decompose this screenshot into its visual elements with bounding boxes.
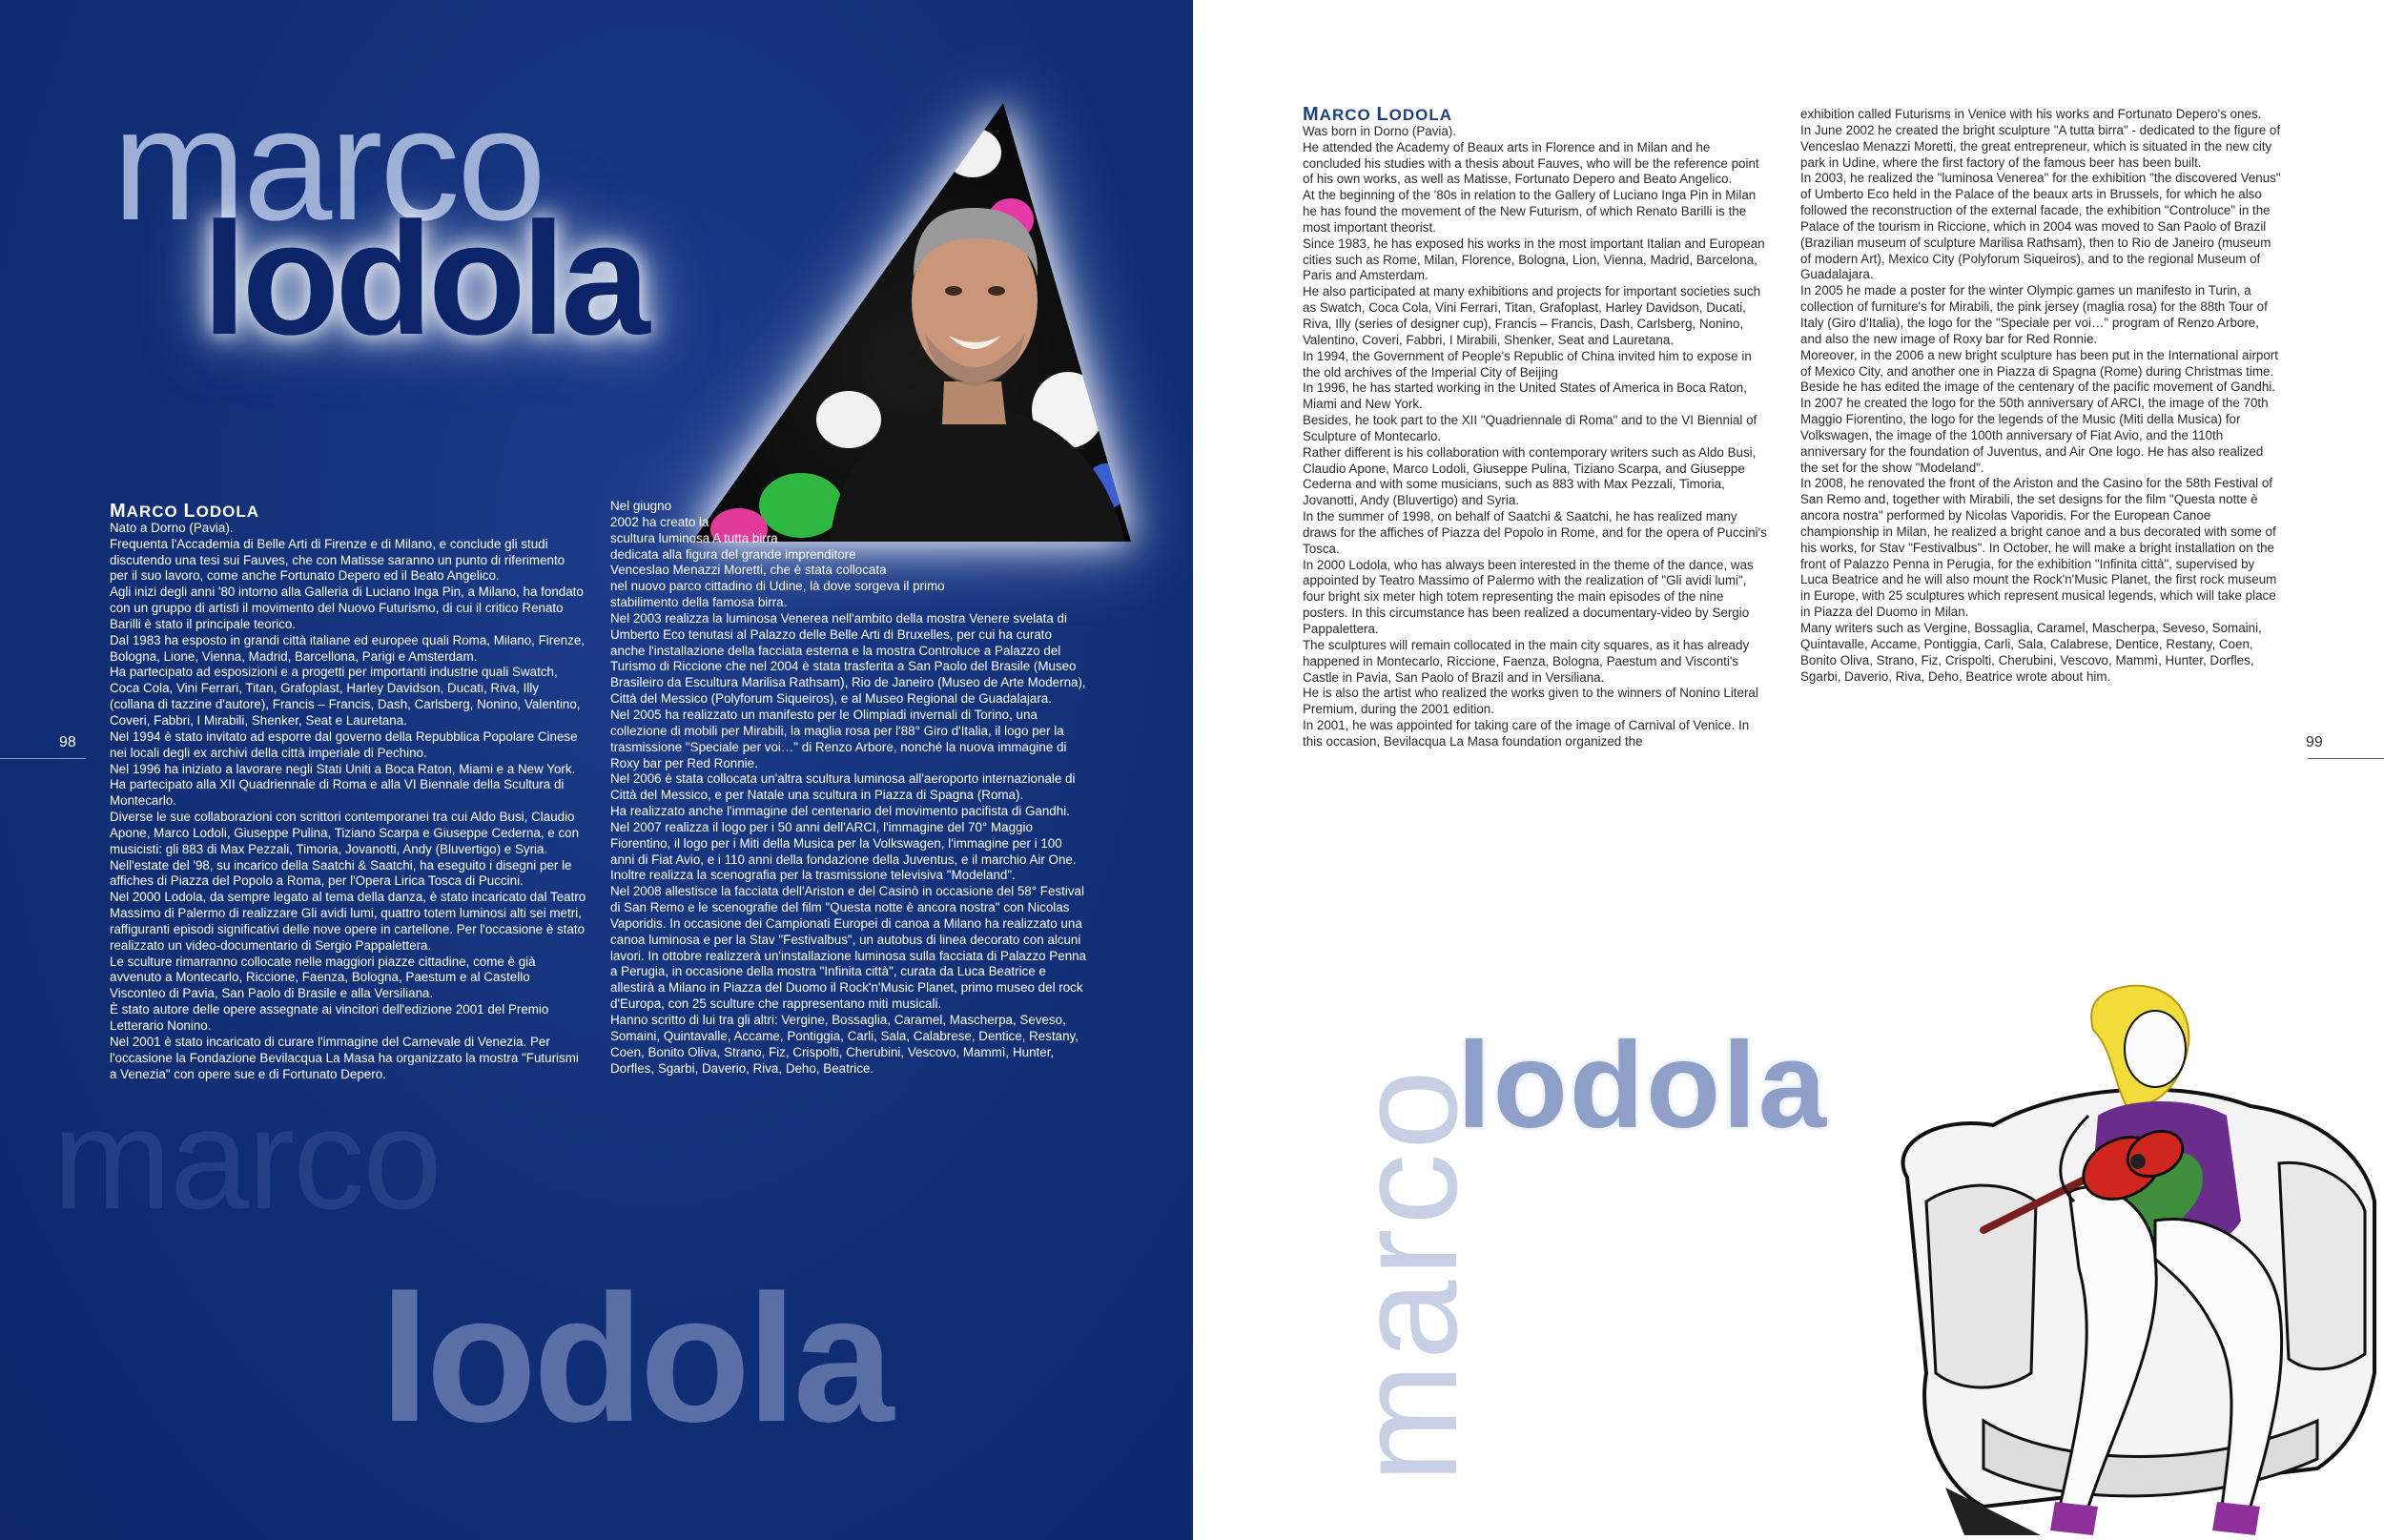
en-paragraph: In the summer of 1998, on behalf of Saatchi & Saatchi, he has realized many draws for the affiches of Piazza del Popolo in Rome, and for the opera of Puccini's Tosca.	[1303, 509, 1767, 556]
it-paragraph: Nel 2007 realizza il logo per i 50 anni dell'ARCI, l'immagine del 70° Maggio Fiorentino, il logo per i Miti della Musica per la Volkswagen, l'immagine per i 100 anni di Fiat Avio, e i 110 anni della fondazione della Juventus, e il marchio Air One. Inoltre realizza la scenografia per la trasmissione televisiva "Modeland".	[610, 819, 1077, 883]
title-lodola: lodola	[202, 189, 646, 368]
en-paragraph: exhibition called Futurisms in Venice with his works and Fortunato Depero's ones.	[1800, 107, 2262, 121]
it-line: nel nuovo parco cittadino di Udine, là dove sorgeva il primo	[610, 579, 945, 594]
en-paragraph: In 2003, he realized the "luminosa Venerea" for the exhibition "the discovered Venus" of Umberto Eco held in the Palace of the beaux arts in Brussels, for which he also followed the reconstruction of the external facade, the exhibition "Controluce" in the Palace of the tourism in Riccione, which in 2004 was moved to San Paolo of Brazil (Brazilian museum of sculpture Marilisa Rathsam), then to Rio de Janeiro (museum of modern Art), Mexico City (Polyforum Siqueiros), and to the regional Museum of Guadalajara.	[1800, 171, 2281, 282]
heading-rest-odola: ODOLA	[1388, 106, 1453, 124]
heading-cap-m: M	[110, 501, 127, 522]
it-paragraph: Nel 2003 realizza la luminosa Venerea nell'ambito della mostra Venere svelata di Umberto Eco tenutasi al Palazzo delle Belle Arti di Bruxelles, per cui ha curato anche l'installazione della facciata esterna e la mostra Controluce a Palazzo del Turismo di Riccione che nel 2004 è stata trasferita a San Paolo del Brasile (Museo Brasileiro da Escultura Marilisa Rathsam), Rio de Janeiro (Museo de Arte Moderna), Città del Messico (Polyforum Siqueiros), e al Museo Regional de Guadalajara.	[610, 610, 1086, 707]
illustration-svg	[1869, 973, 2384, 1540]
it-paragraph: Nel 1996 ha iniziato a lavorare negli Stati Uniti a Boca Raton, Miami e a New York.	[110, 761, 576, 776]
portrait-triangle	[687, 95, 1135, 544]
bio-heading-it	[110, 503, 586, 521]
it-paragraph: Nell'estate del '98, su incarico della Saatchi & Saatchi, ha eseguito i disegni per le affiches di Piazza del Popolo a Roma, per l'Opera Lirica Tosca di Puccini.	[110, 857, 572, 889]
it-paragraph: Nel 2005 ha realizzato un manifesto per le Olimpiadi invernali di Torino, una collezione di mobili per Mirabili, la maglia rosa per l'88° Giro d'Italia, il logo per la trasmissione "Speciale per voi…" di Renzo Arbore, nonché la nuova immagine di Roxy bar per Red Ronnie.	[610, 707, 1067, 770]
it-paragraph: Ha partecipato ad esposizioni e a progetti per importanti industrie quali Swatch, Coca Cola, Vini Ferrari, Titan, Grafoplast, Harley Davidson, Ducati, Riva, Illy (collana di tazzine d'autore), Francis – Francis, Dash, Carlsberg, Nonino, Valentino, Coveri, Fabbri, I Mirabili, Shenker, Seat e Lauretana.	[110, 665, 581, 728]
en-paragraph: In 2001, he was appointed for taking care of the image of Carnival of Venice. In this occasion, Bevilacqua La Masa foundation organized the	[1303, 718, 1750, 749]
it-paragraph: Nel 2008 allestisce la facciata dell'Ariston e del Casinò in occasione del 58° Festival di San Remo e le scenografie del film "Questa notte è ancora nostra" con Nicolas Vaporidis. In occasione dei Campionati Europei di canoa a Milano ha realizzato una canoa luminosa e per la Stav "Festivalbus", un autobus di linea decorato con alcuni lavori. In ottobre realizzerà un'installazione luminosa sulla facciata di Palazzo Penna a Perugia, in occasione della mostra "Infinita città", curata da Luca Beatrice e allestirà a Milano in Piazza del Duomo il Rock'n'Music Planet, primo museo del rock d'Europa, con 25 sculture che rappresentano miti musicali.	[610, 884, 1087, 1012]
it-paragraph: Hanno scritto di lui tra gli altri: Vergine, Bossaglia, Caramel, Mascherpa, Seveso, Somaini, Quintavalle, Accame, Pontiggia, Carli, Sala, Calabrese, Dentice, Restany, Coen, Bonito Oliva, Strano, Fiz, Crispolti, Cherubini, Vescovo, Mammì, Hunter, Dorfles, Sgarbi, Daverio, Riva, Deho, Beatrice.	[610, 1013, 1079, 1076]
en-paragraph: In 2008, he renovated the front of the Ariston and the Casino for the 58th Festival of San Remo and, together with Mirabili, the set designs for the film "Questa notte è ancora nostra" performed by Nicolas Vaporidis. For the European Canoe championship in Milan, he realized a bright canoe and a bus decorated with some of his works, for Stav "Festivalbus". In October, he will make a bright installation on the front of Palazzo Penna in Perugia, for the exhibition "Infinita città", supervised by Luca Beatrice and he will also mount the Rock'n'Music Planet, the first rock museum in Europe, with 25 sculptures which represent musical legends, which will take place in Piazza del Duomo in Milan.	[1800, 476, 2277, 620]
en-paragraph: He attended the Academy of Beaux arts in Florence and in Milan and he concluded his studies with a thesis about Fauves, who will be the reference point of his own works, as well as Matisse, Fortunato Depero and Beato Angelico.	[1303, 139, 1759, 187]
en-paragraph: Besides, he took part to the XII "Quadriennale di Roma" and to the VI Biennial of Sculpture of Montecarlo.	[1303, 413, 1757, 443]
italian-bio-column-2	[610, 499, 1087, 1077]
heading-cap-m: M	[1303, 104, 1320, 125]
it-line: dedicata alla figura del grande imprenditore	[610, 546, 856, 562]
en-paragraph: In June 2002 he created the bright sculpture "A tutta birra" - dedicated to the figure of Venceslao Menazzi Moretti, the great entrepreneur, which is situated in the new city park in Udine, where the first factory of the famous beer has been built.	[1800, 122, 2281, 170]
english-bio-column-2	[1800, 107, 2282, 685]
artist-portrait-photo	[687, 95, 1135, 544]
en-paragraph: Since 1983, he has exposed his works in the most important Italian and European cities such as Rome, Milan, Florence, Bologna, Lion, Vienna, Madrid, Barcelona, Paris and Amsterdam.	[1303, 236, 1765, 283]
en-paragraph: In 2005 he made a poster for the winter Olympic games un manifesto in Turin, a collection of furniture's for Mirabili, the pink jersey (maglia rosa) for the 88th Tour of Italy (Giro d'Italia), the logo for the "Speciale per voi…" program of Renzo Arbore, and also the new image of Roxy bar for Red Ronnie.	[1800, 283, 2268, 346]
en-paragraph: He also participated at many exhibitions and projects for important societies such as Swatch, Coca Cola, Vini Ferrari, Titan, Grafoplast, Harley Davidson, Ducati, Riva, Illy (series of designer cup), Francis – Francis, Dash, Carlsberg, Nonino, Valentino, Coveri, Fabbri, I Mirabili, Shenker, Seat and Lauretana.	[1303, 284, 1761, 347]
heading-rest-odola: ODOLA	[195, 503, 260, 521]
bio-heading-en	[1303, 104, 1770, 125]
en-paragraph: Many writers such as Vergine, Bossaglia, Caramel, Mascherpa, Seveso, Somaini, Quintavalle, Accame, Pontiggia, Carli, Sala, Calabrese, Dentice, Restany, Coen, Bonito Oliva, Strano, Fiz, Crispolti, Cherubini, Vescovo, Mammì, Hunter, Dorfles, Sgarbi, Daverio, Riva, Deho, Beatrice wrote about him.	[1800, 621, 2262, 684]
page-rule-right	[2308, 758, 2384, 759]
it-paragraph: Diverse le sue collaborazioni con scrittori contemporanei tra cui Aldo Busi, Claudio Apone, Marco Lodoli, Giuseppe Pulina, Tiziano Scarpa e Giuseppe Cederna, e con musicisti: gli 883 di Max Pezzali, Timoria, Jovanotti, Andy (Bluvertigo) e Syria.	[110, 810, 580, 856]
it-line: Nel giugno	[610, 499, 672, 513]
it-line: Venceslao Menazzi Moretti, che è stata collocata	[610, 563, 887, 578]
watermark-lodola-right: lodola	[1457, 1017, 1828, 1154]
it-paragraph: Dal 1983 ha esposto in grandi città italiane ed europee quali Roma, Milano, Firenze, Bologna, Lione, Vienna, Madrid, Barcellona, Parigi e Amsterdam.	[110, 632, 585, 664]
heading-rest-arco: ARCO	[126, 503, 184, 521]
it-line: 2002 ha creato la	[610, 514, 709, 529]
english-bio-column-1	[1303, 104, 1770, 750]
heading-cap-l: L	[183, 501, 196, 522]
en-paragraph: Rather different is his collaboration with contemporary writers such as Aldo Busi, Claudio Apone, Marco Lodoli, Giuseppe Pulina, Tiziano Scarpa, and Giuseppe Cederna and with some musicians, such as 883 with Max Pezzali, Timoria, Jovanotti, Andy (Bluvertigo) and Syria.	[1303, 444, 1757, 508]
page-rule-left	[0, 758, 86, 759]
page-number-right: 99	[2306, 734, 2323, 750]
it-line: scultura luminosa A tutta birra	[610, 530, 778, 545]
it-paragraph: Nel 1994 è stato invitato ad esporre dal governo della Repubblica Popolare Cinese nei locali degli ex archivi della città imperiale di Pechino.	[110, 729, 578, 760]
it-line: stabilimento della famosa birra.	[610, 595, 788, 610]
it-paragraph: Nel 2006 è stata collocata un'altra scultura luminosa all'aeroporto internazionale di Città del Messico, e per Natale una scultura in Piazza di Spagna (Roma).	[610, 771, 1076, 803]
guitar-girl-illustration	[1869, 973, 2384, 1540]
it-paragraph: Nel 2001 è stato incaricato di curare l'immagine del Carnevale di Venezia. Per l'occasione la Fondazione Bevilacqua La Masa ha organizzato la mostra "Futurismi a Venezia" con opere sue e di Fortunato Depero.	[110, 1034, 579, 1081]
en-paragraph: Was born in Dorno (Pavia).	[1303, 123, 1456, 138]
it-paragraph: Ha partecipato alla XII Quadriennale di Roma e alla VI Biennale della Scultura di Montecarlo.	[110, 777, 565, 809]
en-paragraph: In 2007 he created the logo for the 50th anniversary of ARCI, the image of the 70th Maggio Fiorentino, the logo for the legends of the Music (Miti della Musica) for Volkswagen, the image of the 100th anniversary of Fiat Avio, and the 110th anniversary for the foundation of Juventus, and Air One logo. He has also realized the set for the show "Modeland".	[1800, 396, 2269, 475]
en-paragraph: Moreover, in the 2006 a new bright sculpture has been put in the International airport of Mexico City, and another one in Piazza di Spagna (Rome) during Christmas time. Beside he has edited the image of the centenary of the pacific movement of Gandhi.	[1800, 347, 2278, 395]
it-paragraph: Frequenta l'Accademia di Belle Arti di Firenze e di Milano, e conclude gli studi discutendo una tesi sui Fauves, che con Matisse saranno un punto di riferimento per il suo lavoro, come anche Fortunato Depero ed il Beato Angelico.	[110, 536, 565, 584]
en-paragraph: In 1994, the Government of People's Republic of China invited him to expose in the old archives of the Imperial City of Beijing	[1303, 348, 1752, 380]
en-paragraph: He is also the artist who realized the works given to the winners of Nonino Literal Premium, during the 2001 edition.	[1303, 686, 1758, 717]
en-paragraph: In 1996, he has started working in the United States of America in Boca Raton, Miami and New York.	[1303, 380, 1747, 412]
en-paragraph: The sculptures will remain collocated in the main city squares, as it has already happened in Montecarlo, Riccione, Faenza, Bologna, Paestum and Visconti's Castle in Pavia, San Paolo of Brazil and in Versiliana.	[1303, 637, 1750, 685]
it-paragraph: Agli inizi degli anni '80 intorno alla Galleria di Luciano Inga Pin, a Milano, ha fondato con un gruppo di artisti il movimento del Nuovo Futurismo, di cui il critico Renato Barilli è stato il principale teorico.	[110, 585, 584, 631]
it-paragraph: È stato autore delle opere assegnate ai vincitori dell'edizione 2001 del Premio Letterario Nonino.	[110, 1002, 549, 1033]
it-paragraph: Nel 2000 Lodola, da sempre legato al tema della danza, è stato incaricato dal Teatro Massimo di Palermo di realizzare Gli avidi lumi, quattro totem luminosi alti sei metri, raffiguranti episodi significativi delle nove opere in cartellone. Per l'occasione è stato realizzato un video-documentario di Sergio Pappalettera.	[110, 890, 586, 953]
en-paragraph: In 2000 Lodola, who has always been interested in the theme of the dance, was appointed by Teatro Massimo of Palermo with the realization of "Gli avidi lumi", four bright six meter high totem representing the main episodes of the nine posters. In this circumstance has been realized a documentary-video by Sergio Pappalettera.	[1303, 557, 1754, 636]
watermark-marco-left: marco	[52, 1078, 441, 1239]
watermark-marco-right: marco	[1326, 1066, 1487, 1483]
italian-bio-column-1	[110, 503, 586, 1082]
it-paragraph: Le sculture rimarranno collocate nelle maggiori piazze cittadine, come è già avvenuto a Montecarlo, Riccione, Faenza, Bologna, Paestum e al Castello Visconteo di Pavia, San Paolo di Brasile e alla Versiliana.	[110, 954, 536, 1001]
it-paragraph: Nato a Dorno (Pavia).	[110, 520, 234, 535]
title-marco: marco	[113, 74, 544, 254]
heading-cap-l: L	[1376, 104, 1389, 125]
heading-rest-arco: ARCO	[1319, 106, 1377, 124]
page-number-left: 98	[59, 734, 76, 750]
it-paragraph: Ha realizzato anche l'immagine del centenario del movimento pacifista di Gandhi.	[610, 804, 1070, 819]
watermark-lodola-left: lodola	[380, 1258, 891, 1460]
en-paragraph: At the beginning of the '80s in relation to the Gallery of Luciano Inga Pin in Milan he has found the movement of the New Futurism, of which Renato Barilli is the most important theorist.	[1303, 188, 1757, 235]
